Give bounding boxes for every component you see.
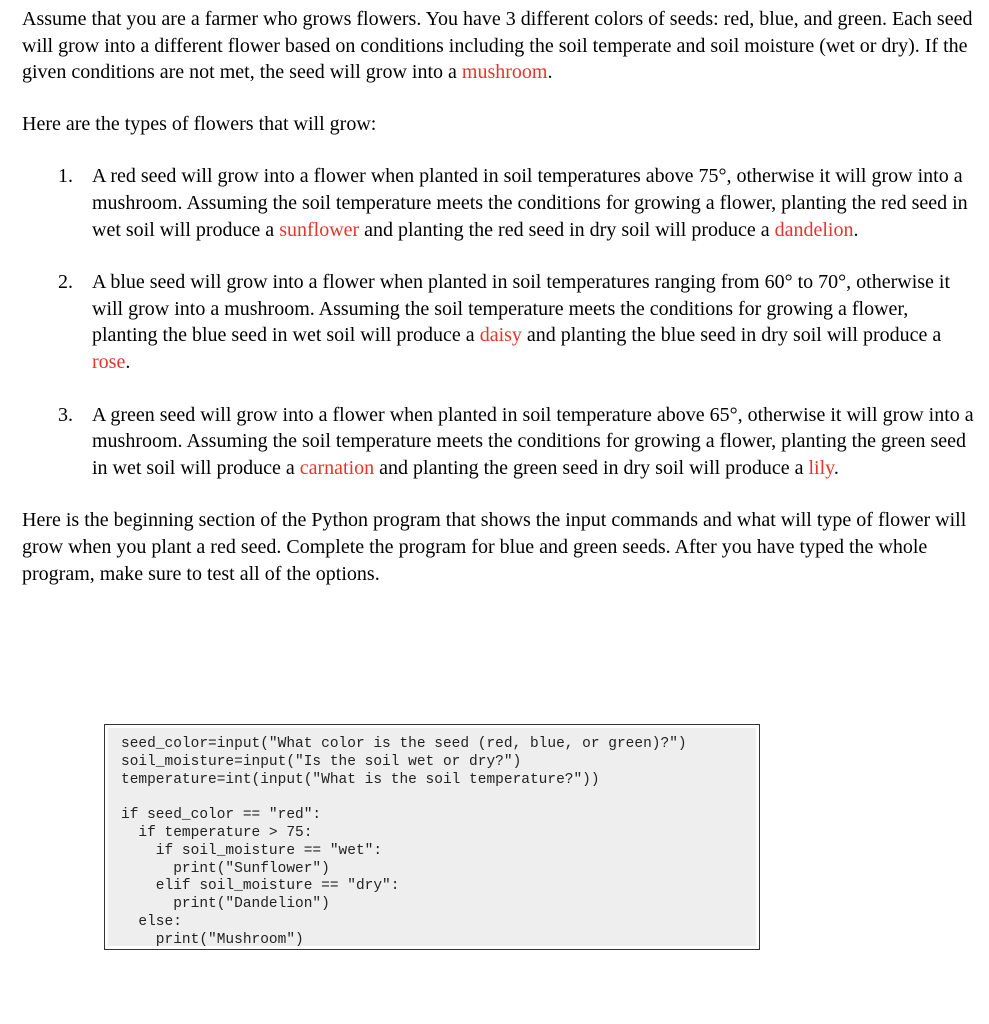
intro-end: . (547, 61, 553, 84)
code-line: if soil_moisture == "wet": (121, 842, 383, 859)
rule-number: 3. (58, 403, 73, 426)
rule-text-end: . (853, 218, 859, 241)
code-blank-line (121, 789, 756, 807)
intro-paragraph (22, 6, 977, 86)
flower-wet-name: daisy (479, 324, 522, 347)
program-intro-paragraph: Here is the beginning section of the Python program that shows the input commands and what will type of flower will grow when you plant a red seed. Complete the program for blue and green seeds. After you have typed the whole program, make sure to test all of the options. (22, 509, 967, 585)
mushroom-highlight: mushroom (461, 61, 548, 84)
code-block (104, 724, 760, 950)
rule-text: A green seed will grow into a flower when planted in soil temperature above 65°, otherwise it will grow into a mushroom. Assuming the soil temperature meets the conditions for growing a flower, planting the green seed in wet soil will produce a (92, 403, 974, 479)
rule-text-end: . (833, 456, 839, 479)
rule-text: A blue seed will grow into a flower when planted in soil temperatures ranging from 60° to 70°, otherwise it will grow into a mushroom. Assuming the soil temperature meets the conditions for growing a flower, planting the blue seed in wet soil will produce a (92, 271, 951, 347)
rule-red-seed (22, 163, 977, 243)
rule-text-end: . (125, 350, 131, 373)
code-line: temperature=int(input("What is the soil temperature?")) (121, 771, 600, 788)
intro-text: Assume that you are a farmer who grows flowers. You have 3 different colors of seeds: red, blue, and green. Each seed will grow into a different flower based on conditions including the soil temperate and soil moisture (wet or dry). If the given conditions are not met, the seed will grow into a (22, 8, 973, 84)
code-line: else: (121, 913, 182, 930)
flower-wet-name: sunflower (279, 218, 360, 241)
types-heading: Here are the types of flowers that will grow: (22, 112, 377, 135)
rule-text-mid: and planting the green seed in dry soil will produce a (374, 456, 809, 479)
code-block-inner (108, 728, 756, 946)
code-line: if temperature > 75: (121, 824, 313, 841)
rule-text: A red seed will grow into a flower when planted in soil temperatures above 75°, otherwise it will grow into a mushroom. Assuming the soil temperature meets the conditions for growing a flower, planting the red seed in wet soil will produce a (92, 165, 968, 241)
code-line: elif soil_moisture == "dry": (121, 878, 400, 895)
rule-blue-seed (22, 269, 977, 375)
code-line: print("Sunflower") (121, 860, 330, 877)
code-line: seed_color=input("What color is the seed (red, blue, or green)?") (121, 736, 687, 752)
code-line: print("Dandelion") (121, 896, 330, 913)
rule-text-mid: and planting the red seed in dry soil will produce a (359, 218, 775, 241)
rule-number: 2. (58, 271, 73, 294)
code-line: soil_moisture=input("Is the soil wet or dry?") (121, 753, 522, 770)
rule-number: 1. (58, 165, 73, 188)
rule-green-seed (22, 402, 977, 482)
flower-dry-name: rose (92, 350, 126, 373)
flower-dry-name: dandelion (774, 218, 854, 241)
rule-text-mid: and planting the blue seed in dry soil will produce a (521, 324, 942, 347)
flower-rules-list (22, 163, 977, 481)
flower-dry-name: lily (808, 456, 834, 479)
document-page (22, 6, 977, 587)
code-line: if seed_color == "red": (121, 807, 322, 824)
flower-wet-name: carnation (299, 456, 375, 479)
code-line: print("Mushroom") (121, 931, 304, 948)
